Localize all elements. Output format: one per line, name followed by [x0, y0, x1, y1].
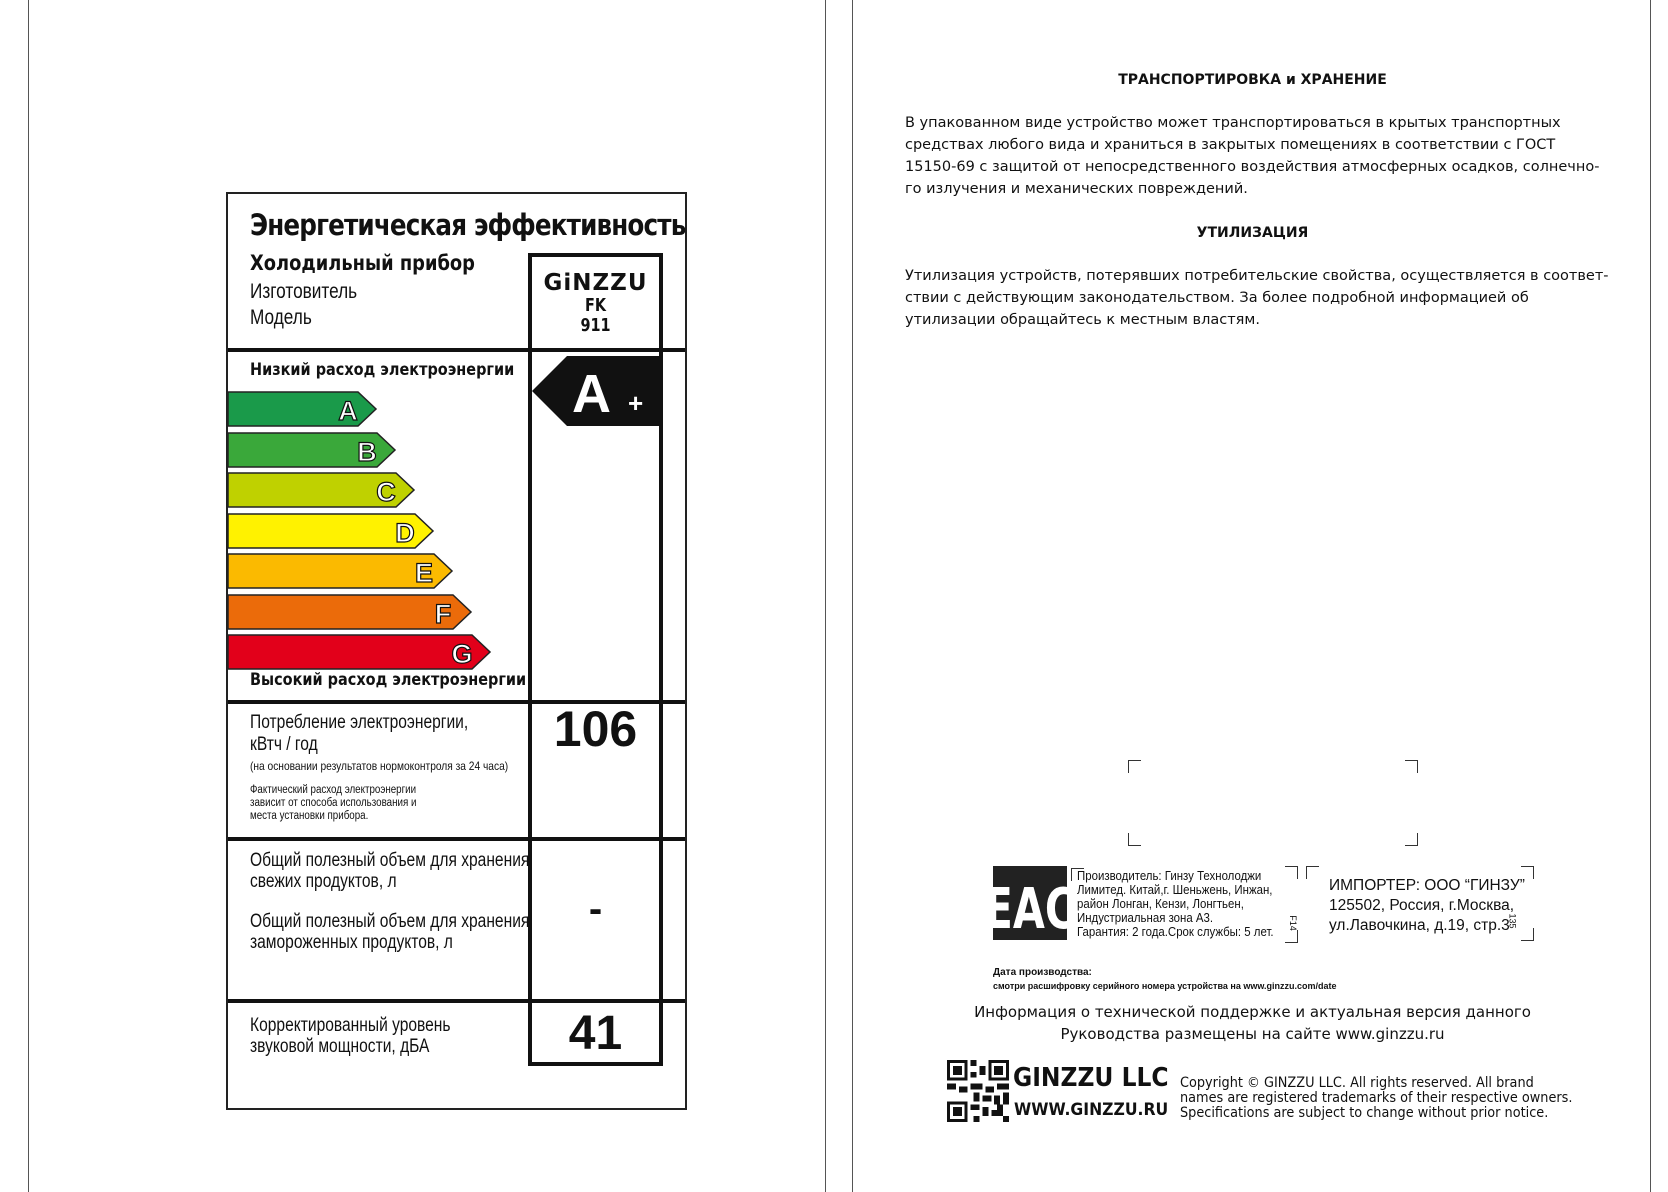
volume-value: - — [588, 887, 603, 931]
importer-info — [1329, 876, 1525, 936]
text-line: Лимитед. Китай,г. Шеньжень, Инжан, — [1077, 882, 1273, 897]
crop-mark — [1128, 760, 1141, 773]
transport-heading: ТРАНСПОРТИРОВКА и ХРАНЕНИЕ — [1118, 72, 1387, 88]
right-page — [852, 0, 1651, 1192]
disposal-heading: УТИЛИЗАЦИЯ — [1196, 225, 1309, 241]
right-border — [659, 999, 663, 1066]
right-border — [659, 253, 663, 1040]
brand-box-top — [528, 253, 663, 257]
crop-mark — [1405, 833, 1418, 846]
fresh-volume-label-1: Общий полезный объем для хранения — [250, 850, 530, 871]
consumption-note: (на основании результатов нормоконтроля за 24 часа) — [250, 759, 509, 773]
company-website[interactable]: WWW.GINZZU.RU — [1014, 1100, 1169, 1120]
text-line: ИМПОРТЕР: ООО “ГИНЗУ” — [1329, 877, 1525, 894]
text-line: го излучения и механических повреждений. — [905, 181, 1248, 197]
support-line-2: Руководства размещены на сайте www.ginzzu.ru — [1060, 1025, 1445, 1043]
crop-mark — [1521, 866, 1534, 879]
energy-class-bar-e — [228, 552, 454, 590]
energy-class-bar-d — [228, 512, 435, 550]
noise-label-1: Корректированный уровень — [250, 1015, 451, 1036]
text-line: В упакованном виде устройство может транспортироваться в крытых транспортных — [905, 115, 1561, 131]
text-line: Specifications are subject to change without prior notice. — [1180, 1105, 1549, 1121]
support-line-1: Информация о технической поддержке и актуальная версия данного — [974, 1003, 1531, 1021]
code-i: 135 — [1507, 913, 1518, 929]
crop-mark — [1285, 930, 1298, 943]
text-line: район Лонган, Кензи, Лонгтьен, — [1077, 896, 1244, 911]
production-date-text: смотри расшифровку серийного номера устройства на www.ginzzu.com/date — [993, 981, 1337, 991]
crop-mark — [1521, 928, 1534, 941]
crop-mark — [1306, 866, 1319, 879]
model-line-1: FK — [585, 295, 606, 316]
text-line: утилизации обращайтесь к местным властям. — [905, 312, 1260, 328]
divider — [228, 348, 685, 352]
text-line: Индустриальная зона А3. — [1077, 910, 1214, 925]
energy-class-letter: C — [376, 477, 396, 507]
energy-class-bar-a — [228, 390, 378, 428]
manufacturer-info — [1077, 869, 1274, 939]
energy-class-letter: G — [451, 639, 473, 669]
label-title: Энергетическая эффективность — [250, 208, 686, 242]
text-line: names are registered trademarks of their respective owners. — [1180, 1090, 1573, 1106]
energy-class-letter: F — [434, 598, 452, 629]
column-divider — [528, 999, 532, 1066]
rating-letter: A — [572, 364, 611, 424]
consumption-label-1: Потребление электроэнергии, — [250, 712, 469, 733]
production-date-title: Дата производства: — [993, 967, 1092, 978]
text-line: Производитель: Гинзу Технолоджи — [1077, 868, 1262, 883]
energy-class-bar-c — [228, 471, 416, 509]
crop-mark — [1285, 866, 1298, 879]
text-line: Гарантия: 2 года.Срок службы: 5 лет. — [1077, 924, 1274, 939]
text-line: 15150-69 с защитой от непосредственного воздействия атмосферных осадков, солнечно- — [905, 159, 1600, 175]
energy-class-letter: B — [357, 436, 377, 467]
energy-class-letter: E — [414, 558, 434, 588]
high-consumption-label: Высокий расход электроэнергии — [250, 670, 527, 690]
eac-mark — [984, 866, 1076, 943]
noise-label-2: звуковой мощности, дБА — [250, 1036, 430, 1057]
divider — [228, 999, 685, 1003]
manufacturer-label: Изготовитель — [250, 280, 358, 303]
noise-box-bottom — [528, 1062, 663, 1066]
consumption-label-2: кВтч / год — [250, 734, 318, 755]
transport-text — [905, 112, 1605, 200]
text-line: ул.Лавочкина, д.19, стр.3 — [1329, 917, 1510, 934]
energy-label — [226, 192, 687, 1110]
brand-logo: GiNZZU — [543, 270, 648, 296]
svg-text:EAC: EAC — [984, 876, 1076, 943]
energy-class-letter: A — [338, 396, 358, 426]
code-f: F14 — [1287, 915, 1298, 931]
brand-box — [532, 258, 659, 348]
company-name: GINZZU LLC — [1013, 1063, 1169, 1093]
copyright-notice — [1180, 1076, 1572, 1121]
energy-class-letter: D — [395, 517, 415, 548]
actual-note-3: места установки прибора. — [250, 810, 369, 822]
left-page — [28, 0, 826, 1192]
text-line: Утилизация устройств, потерявших потребительские свойства, осуществляется в соответ- — [905, 268, 1609, 284]
frozen-volume-label-1: Общий полезный объем для хранения — [250, 911, 530, 932]
consumption-value: 106 — [553, 701, 638, 757]
rating-arrow — [532, 356, 659, 426]
energy-class-bar-g — [228, 633, 492, 671]
actual-note-2: зависит от способа использования и — [250, 797, 417, 809]
text-line: 125502, Россия, г.Москва, — [1329, 897, 1515, 914]
divider — [228, 837, 685, 841]
text-line: Copyright © GINZZU LLC. All rights reserved. All brand — [1180, 1075, 1534, 1091]
frozen-volume-label-2: замороженных продуктов, л — [250, 932, 453, 953]
crop-mark — [1405, 760, 1418, 773]
qr-code — [947, 1060, 1009, 1122]
text-line: средствах любого вида и храниться в закрытых помещениях в соответствии с ГОСТ — [905, 137, 1556, 153]
energy-class-bar-f — [228, 593, 473, 631]
fresh-volume-label-2: свежих продуктов, л — [250, 871, 397, 892]
text-line: ствии с действующим законодательством. За более подробной информацией об — [905, 290, 1529, 306]
disposal-text — [905, 265, 1609, 331]
low-consumption-label: Низкий расход электроэнергии — [250, 360, 515, 380]
model-label: Модель — [250, 306, 312, 329]
crop-mark — [1128, 833, 1141, 846]
appliance-type: Холодильный прибор — [250, 251, 475, 275]
model-line-2: 911 — [580, 315, 611, 336]
actual-note-1: Фактический расход электроэнергии — [250, 784, 417, 796]
noise-value: 41 — [568, 1007, 623, 1060]
rating-suffix: + — [628, 388, 644, 418]
energy-class-bar-b — [228, 431, 397, 469]
